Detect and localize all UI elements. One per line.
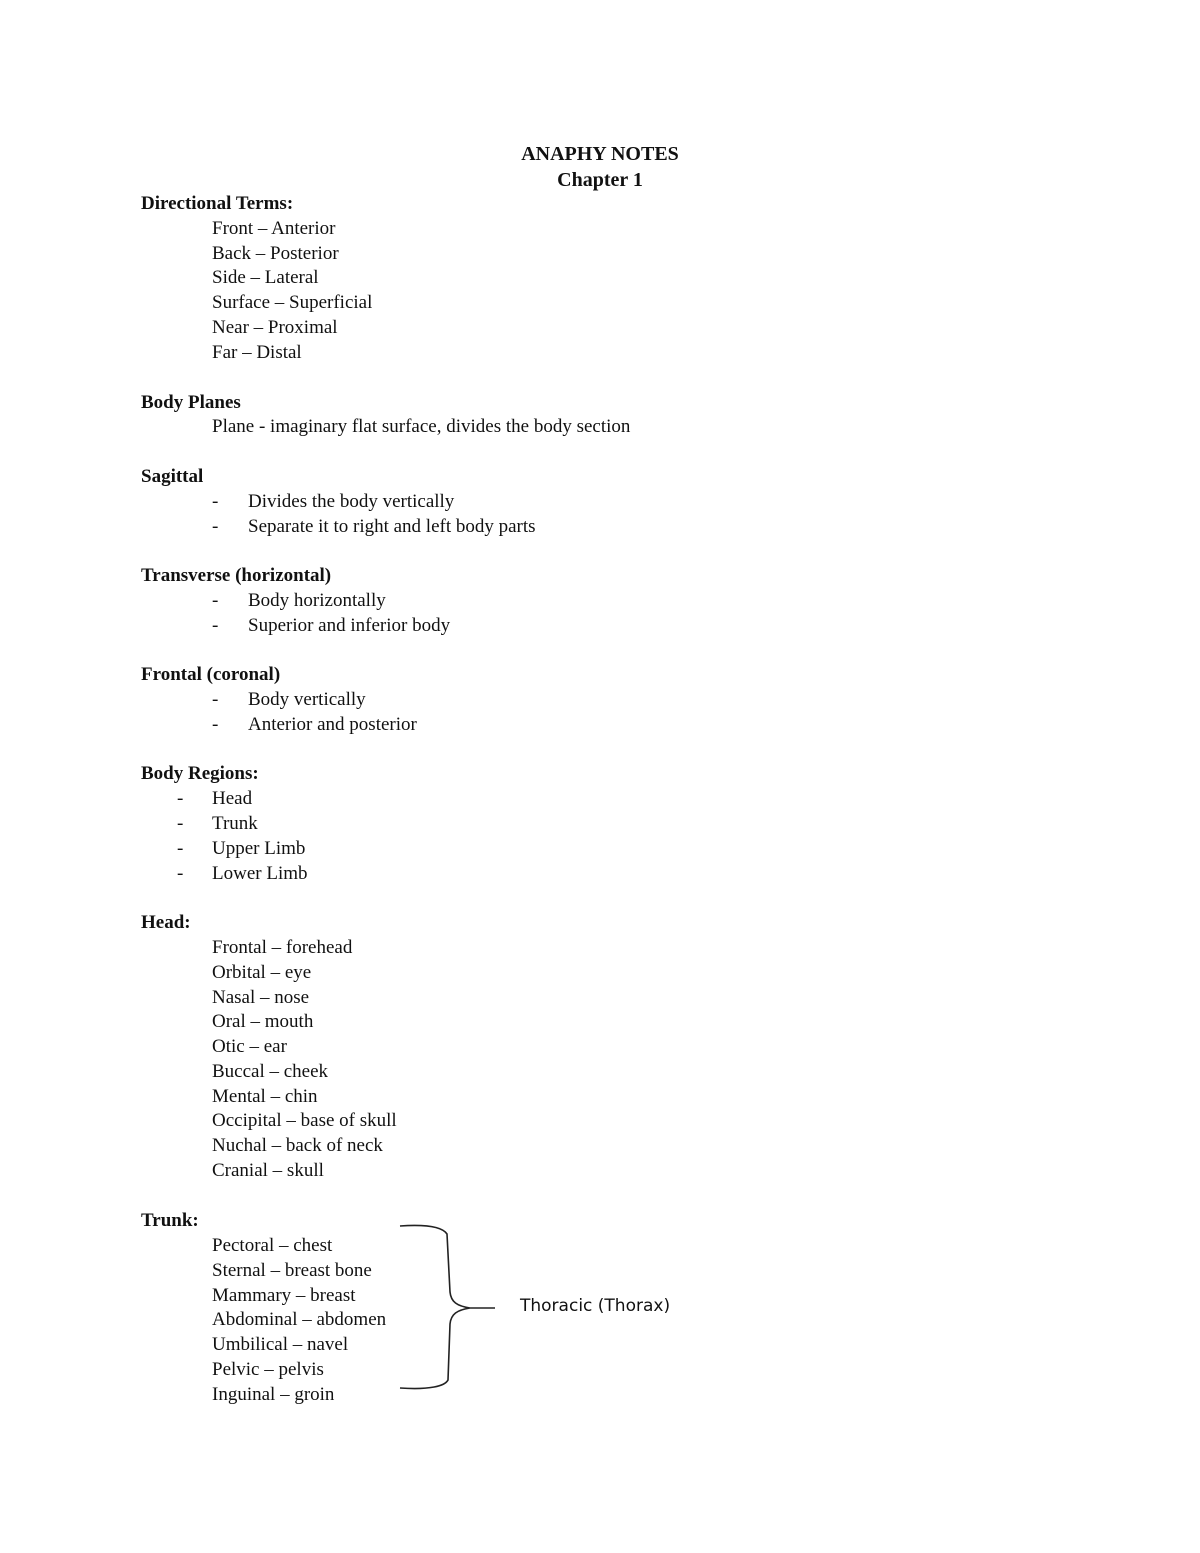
directional-term: Surface – Superficial [212,292,373,313]
brace-label: Thoracic (Thorax) [520,1296,671,1316]
bullet-dash: - [212,516,219,537]
section-heading-head: Head: [141,912,191,933]
section-heading-body-planes: Body Planes [141,392,241,413]
list-item-text: Lower Limb [212,863,308,884]
head-term: Nuchal – back of neck [212,1135,383,1156]
bullet-dash: - [177,788,184,809]
head-term: Orbital – eye [212,962,312,983]
section-heading-trunk: Trunk: [141,1210,199,1231]
trunk-term: Pectoral – chest [212,1235,333,1256]
curly-brace-icon [395,1220,505,1395]
bullet-dash: - [212,590,219,611]
list-item-text: Body vertically [248,689,366,710]
section-heading-frontal: Frontal (coronal) [141,664,281,685]
trunk-term: Pelvic – pelvis [212,1359,324,1380]
bullet-dash: - [177,863,184,884]
bullet-dash: - [212,689,219,710]
directional-term: Side – Lateral [212,267,319,288]
directional-term: Back – Posterior [212,243,339,264]
list-item-text: Divides the body vertically [248,491,455,512]
document-title: ANAPHY NOTES [521,143,679,165]
chapter-title: Chapter 1 [557,169,643,191]
head-term: Otic – ear [212,1036,287,1057]
bullet-dash: - [212,491,219,512]
head-term: Frontal – forehead [212,937,353,958]
bullet-dash: - [212,714,219,735]
list-item-text: Superior and inferior body [248,615,451,636]
bullet-dash: - [177,838,184,859]
directional-term: Far – Distal [212,342,302,363]
section-heading-directional: Directional Terms: [141,193,294,214]
list-item-text: Trunk [212,813,258,834]
trunk-term: Mammary – breast [212,1285,356,1306]
list-item-text: Upper Limb [212,838,306,859]
head-term: Nasal – nose [212,987,310,1008]
head-term: Cranial – skull [212,1160,324,1181]
list-item-text: Anterior and posterior [248,714,417,735]
list-item-text: Separate it to right and left body parts [248,516,536,537]
section-heading-sagittal: Sagittal [141,466,204,487]
list-item-text: Body horizontally [248,590,386,611]
head-term: Oral – mouth [212,1011,314,1032]
section-heading-body-regions: Body Regions: [141,763,259,784]
section-heading-transverse: Transverse (horizontal) [141,565,332,586]
head-term: Mental – chin [212,1086,318,1107]
trunk-term: Sternal – breast bone [212,1260,372,1281]
head-term: Occipital – base of skull [212,1110,397,1131]
plane-definition: Plane - imaginary flat surface, divides the body section [212,416,631,437]
head-term: Buccal – cheek [212,1061,329,1082]
directional-term: Near – Proximal [212,317,338,338]
bullet-dash: - [212,615,219,636]
list-item-text: Head [212,788,253,809]
bullet-dash: - [177,813,184,834]
trunk-term: Umbilical – navel [212,1334,349,1355]
trunk-term: Abdominal – abdomen [212,1309,387,1330]
trunk-term: Inguinal – groin [212,1384,335,1405]
directional-term: Front – Anterior [212,218,336,239]
